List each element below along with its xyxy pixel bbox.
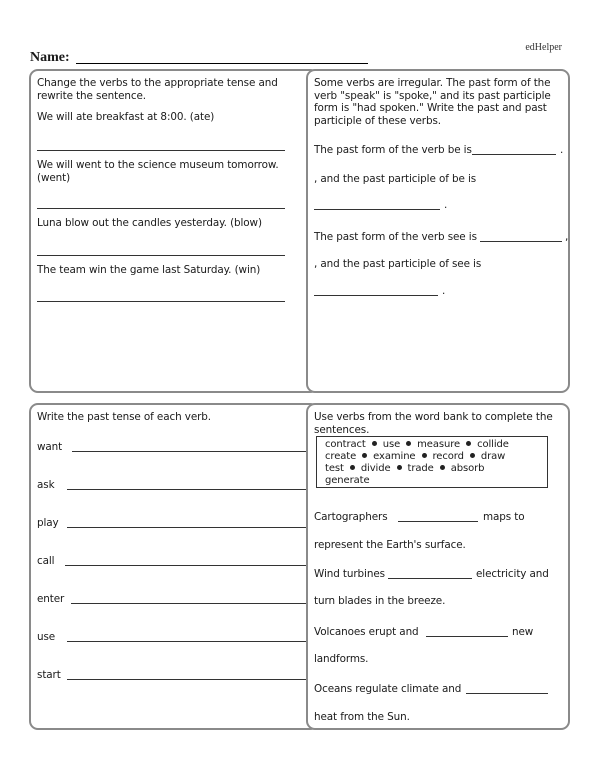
verb-label-start: start	[37, 669, 61, 681]
sentence-3-part-b: new	[512, 626, 534, 638]
sentence-1-part-a: Cartographers	[314, 511, 388, 523]
be-participle-punct: .	[444, 199, 448, 211]
be-past-prompt: The past form of the verb be is	[314, 144, 472, 156]
name-answer-line[interactable]	[76, 63, 368, 64]
verb-label-play: play	[37, 517, 59, 529]
panel1-answer-line-4[interactable]	[37, 301, 285, 302]
word-bank-item: record	[432, 451, 464, 462]
verb-label-enter: enter	[37, 593, 65, 605]
bullet-icon	[350, 465, 355, 470]
bullet-icon	[397, 465, 402, 470]
panel1-answer-line-1[interactable]	[37, 150, 285, 151]
brand-label: edHelper	[525, 42, 562, 53]
panel-past-tense	[29, 403, 319, 730]
panel-word-bank	[306, 403, 570, 730]
panel1-item-4: The team win the game last Saturday. (win)	[37, 264, 261, 276]
panel1-instructions: Change the verbs to the appropriate tense and rewrite the sentence.	[37, 77, 278, 102]
be-participle-answer-line[interactable]	[314, 209, 440, 210]
sentence-2-part-a: Wind turbines	[314, 568, 385, 580]
see-participle-prompt: , and the past participle of see is	[314, 258, 482, 270]
sentence-2-part-b: electricity and	[476, 568, 549, 580]
verb-answer-call[interactable]	[65, 565, 316, 566]
word-bank-item: trade	[407, 463, 434, 474]
sentence-1-part-c: represent the Earth's surface.	[314, 539, 466, 551]
word-bank-item: examine	[373, 451, 416, 462]
see-participle-punct: .	[442, 285, 446, 297]
verb-answer-play[interactable]	[67, 527, 316, 528]
verb-answer-want[interactable]	[72, 451, 316, 452]
sentence-3-answer-line[interactable]	[426, 636, 508, 637]
word-bank-item: test	[325, 463, 344, 474]
word-bank	[316, 436, 548, 488]
verb-label-ask: ask	[37, 479, 55, 491]
see-past-answer-line[interactable]	[480, 241, 562, 242]
panel1-item-2: We will went to the science museum tomorrow. (went)	[37, 159, 279, 184]
bullet-icon	[372, 441, 377, 446]
see-participle-answer-line[interactable]	[314, 295, 438, 296]
word-bank-item: create	[325, 451, 357, 462]
verb-answer-start[interactable]	[67, 679, 316, 680]
word-bank-item: measure	[417, 439, 461, 450]
panel1-answer-line-3[interactable]	[37, 255, 285, 256]
be-participle-prompt: , and the past participle of be is	[314, 173, 477, 185]
sentence-1-answer-line[interactable]	[398, 521, 478, 522]
be-past-answer-line[interactable]	[472, 154, 556, 155]
sentence-3-part-a: Volcanoes erupt and	[314, 626, 419, 638]
bullet-icon	[362, 453, 367, 458]
word-bank-item: collide	[477, 439, 509, 450]
verb-answer-enter[interactable]	[71, 603, 316, 604]
panel1-item-3: Luna blow out the candles yesterday. (blow)	[37, 217, 262, 229]
bullet-icon	[466, 441, 471, 446]
sentence-4-answer-line[interactable]	[466, 693, 548, 694]
panel4-instructions: Use verbs from the word bank to complete the sentences.	[314, 411, 553, 436]
bullet-icon	[422, 453, 427, 458]
sentence-1-part-b: maps to	[483, 511, 525, 523]
word-bank-item: contract	[325, 439, 366, 450]
verb-label-call: call	[37, 555, 55, 567]
sentence-2-part-c: turn blades in the breeze.	[314, 595, 446, 607]
sentence-3-part-c: landforms.	[314, 653, 369, 665]
see-past-prompt: The past form of the verb see is	[314, 231, 477, 243]
panel2-intro: Some verbs are irregular. The past form of the verb "speak" is "spoke," and its past participle form is "had spoken." Write the past and past participle of these verbs.	[314, 77, 551, 128]
verb-label-want: want	[37, 441, 63, 453]
bullet-icon	[470, 453, 475, 458]
be-past-punct: .	[560, 144, 564, 156]
sentence-4-part-c: heat from the Sun.	[314, 711, 410, 723]
bullet-icon	[406, 441, 411, 446]
name-label: Name:	[30, 50, 70, 65]
word-bank-item: use	[382, 439, 401, 450]
panel3-instructions: Write the past tense of each verb.	[37, 411, 211, 423]
verb-answer-ask[interactable]	[67, 489, 316, 490]
panel1-answer-line-2[interactable]	[37, 208, 285, 209]
word-bank-item: divide	[360, 463, 391, 474]
see-past-punct: ,	[565, 231, 569, 243]
verb-label-use: use	[37, 631, 56, 643]
word-bank-item: generate	[325, 475, 370, 486]
sentence-2-answer-line[interactable]	[388, 578, 472, 579]
panel1-item-1: We will ate breakfast at 8:00. (ate)	[37, 111, 215, 123]
word-bank-item: draw	[480, 451, 506, 462]
panel-change-tense	[29, 69, 319, 393]
panel-irregular-verbs	[306, 69, 570, 393]
bullet-icon	[440, 465, 445, 470]
sentence-4-part-a: Oceans regulate climate and	[314, 683, 462, 695]
verb-answer-use[interactable]	[67, 641, 316, 642]
word-bank-item: absorb	[450, 463, 485, 474]
